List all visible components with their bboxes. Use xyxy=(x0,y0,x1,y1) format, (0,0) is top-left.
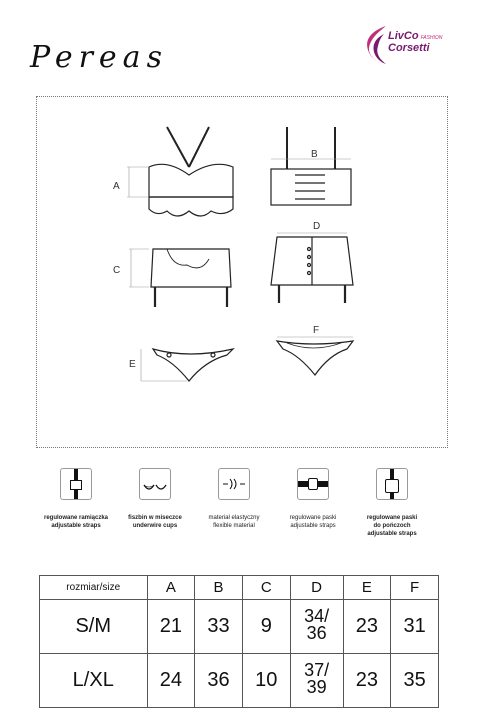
col-header-c: C xyxy=(242,576,290,600)
col-header-e: E xyxy=(343,576,391,600)
diagram-label-a: A xyxy=(113,181,120,192)
cell-a: 21 xyxy=(147,600,195,654)
belt-front-drawing xyxy=(129,249,231,307)
row-size: S/M xyxy=(40,600,148,654)
brand-logo xyxy=(360,22,460,72)
cell-e: 23 xyxy=(343,654,391,708)
feature-garter-straps: regulowane paski do pończoch adjustable straps xyxy=(347,468,437,538)
cell-e: 23 xyxy=(343,600,391,654)
cell-a: 24 xyxy=(147,654,195,708)
cell-c: 10 xyxy=(242,654,290,708)
product-title: Pereas xyxy=(30,40,168,75)
belt-strap-icon xyxy=(297,468,329,500)
cell-f: 35 xyxy=(391,654,439,708)
belt-back-drawing xyxy=(271,233,353,303)
table-row xyxy=(40,654,439,708)
strap-slider-icon xyxy=(60,468,92,500)
col-header-b: B xyxy=(195,576,243,600)
size-table xyxy=(39,575,439,708)
feature-underwire-cups: fiszbin w miseczce underwire cups xyxy=(110,468,200,530)
garter-clip-icon xyxy=(376,468,408,500)
size-table-corner: rozmiar/size xyxy=(40,576,148,600)
col-header-a: A xyxy=(147,576,195,600)
col-header-f: F xyxy=(391,576,439,600)
feature-flexible-material: materiał elastyczny flexible material xyxy=(189,468,279,530)
garment-sketch xyxy=(37,97,447,447)
feature-adjustable-straps: regulowane ramiączka adjustable straps xyxy=(31,468,121,530)
flexible-material-icon xyxy=(218,468,250,500)
cell-c: 9 xyxy=(242,600,290,654)
thong-front-drawing xyxy=(141,349,233,381)
col-header-d: D xyxy=(290,576,343,600)
feature-adjustable-belt: regulowane paski adjustable straps xyxy=(268,468,358,530)
row-size: L/XL xyxy=(40,654,148,708)
diagram-label-f: F xyxy=(313,325,320,336)
bra-front-drawing xyxy=(127,127,233,216)
cell-d: 34/ 36 xyxy=(290,600,343,654)
diagram-label-b: B xyxy=(311,149,318,160)
underwire-cups-icon xyxy=(139,468,171,500)
cell-b: 33 xyxy=(195,600,243,654)
diagram-label-e: E xyxy=(129,359,136,370)
cell-d: 37/ 39 xyxy=(290,654,343,708)
size-table-header xyxy=(40,576,439,600)
cell-f: 31 xyxy=(391,600,439,654)
cell-b: 36 xyxy=(195,654,243,708)
bra-back-drawing xyxy=(271,127,351,205)
brand-swirl-icon xyxy=(360,22,390,68)
diagram-label-d: D xyxy=(313,221,321,232)
brand-line2: Corsetti xyxy=(388,42,430,54)
garment-diagram xyxy=(36,96,448,448)
diagram-label-c: C xyxy=(113,265,121,276)
brand-line1: LivCo FASHION xyxy=(388,30,443,42)
thong-back-drawing xyxy=(277,337,353,375)
table-row xyxy=(40,600,439,654)
